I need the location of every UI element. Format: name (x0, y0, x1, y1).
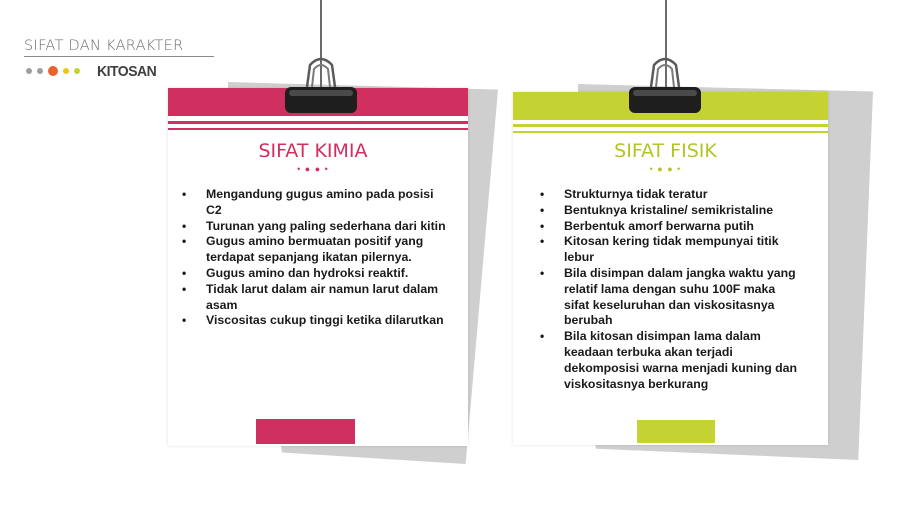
right-card-stripe-2 (513, 131, 828, 133)
dot-green (74, 68, 80, 74)
slide-title: SIFAT DAN KARAKTER (24, 38, 184, 54)
right-card-list-item: • Berbentuk amorf berwarna putih (540, 219, 802, 235)
left-binder-clip-icon (283, 57, 359, 119)
right-card-list-item: • Strukturnya tidak teratur (540, 187, 802, 203)
dot-orange (48, 66, 58, 76)
right-card-list-item: • Kitosan kering tidak mempunyai titik lebur (540, 234, 802, 266)
left-card-list-item: • Tidak larut dalam air namun larut dalam asam (182, 282, 447, 314)
dot-yellow (63, 68, 69, 74)
left-card-list-item: • Gugus amino bermuatan positif yang terdapat sepanjang ikatan pilernya. (182, 234, 447, 266)
left-card-stripe-1 (168, 121, 468, 124)
right-card-footer-bar (637, 420, 715, 443)
left-card-list (182, 187, 447, 329)
left-card-title-dots: • ● ● • (297, 164, 329, 174)
left-card-title: SIFAT KIMIA (258, 140, 368, 162)
dot-gray-1 (26, 68, 32, 74)
right-card-list-item: • Bila disimpan dalam jangka waktu yang relatif lama dengan suhu 100F maka sifat keseluruhan dan viskositasnya berubah (540, 266, 802, 329)
right-card-list-item: • Bentuknya kristaline/ semikristaline (540, 203, 802, 219)
right-card-title: SIFAT FISIK (614, 140, 717, 162)
right-card-list (540, 187, 802, 392)
title-underline (24, 56, 214, 57)
right-card-title-dots: • ● ● • (649, 164, 682, 174)
left-card-list-item: • Turunan yang paling sederhana dari kitin (182, 219, 447, 235)
decorative-dots (26, 66, 80, 76)
brand-logo-text: KITOSAN (97, 62, 157, 80)
left-card-list-item: • Viscositas cukup tinggi ketika dilarutkan (182, 313, 447, 329)
left-card-footer-bar (256, 419, 355, 444)
dot-gray-2 (37, 68, 43, 74)
right-binder-clip-icon (627, 57, 703, 119)
left-card-list-item: • Gugus amino dan hydroksi reaktif. (182, 266, 447, 282)
right-card-list-item: • Bila kitosan disimpan lama dalam keadaan terbuka akan terjadi dekomposisi warna menjadi kuning dan viskositasnya berkurang (540, 329, 802, 392)
right-card-stripe-1 (513, 124, 828, 127)
left-card-stripe-2 (168, 128, 468, 130)
left-card-list-item: • Mengandung gugus amino pada posisi C2 (182, 187, 447, 219)
